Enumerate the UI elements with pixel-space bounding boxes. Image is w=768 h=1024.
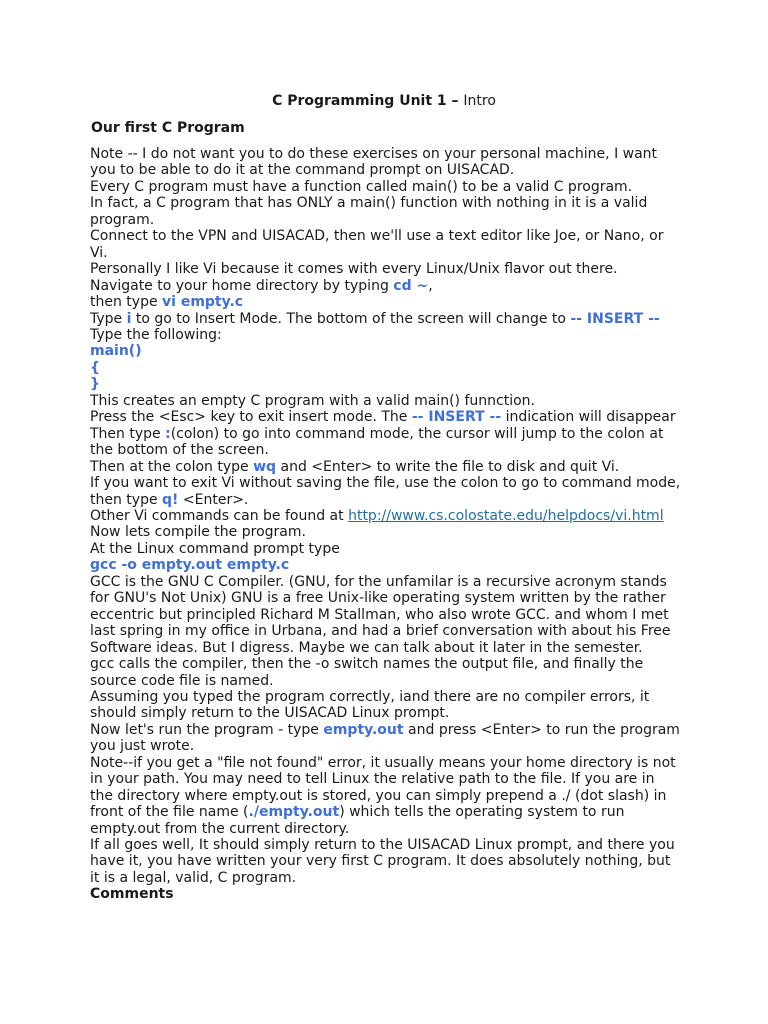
paragraph-line: last spring in my office in Urbana, and had a brief conversation with about his Free (90, 623, 671, 640)
code-line: gcc -o empty.out empty.c (90, 557, 290, 574)
paragraph-line (90, 804, 690, 820)
text-run: and press <Enter> to run the program (403, 721, 680, 738)
paragraph-line: it is a legal, valid, C program. (90, 869, 297, 886)
paragraph-line: empty.out from the current directory. (90, 820, 350, 837)
paragraph-line: Vi. (90, 244, 108, 261)
code-line: { (90, 359, 100, 376)
paragraph-line: Personally I like Vi because it comes with every Linux/Unix flavor out there. (90, 261, 618, 278)
paragraph-line (90, 426, 690, 442)
paragraph-line: have it, you have written your very first C program. It does absolutely nothing, but (90, 853, 671, 870)
paragraph-line: in your path. You may need to tell Linux the relative path to the file. If you are in (90, 771, 655, 788)
paragraph-line: program. (90, 211, 155, 228)
paragraph-line: the directory where empty.out is stored, you can simply prepend a ./ (dot slash) in (90, 787, 667, 804)
paragraph-line: This creates an empty C program with a valid main() funnction. (90, 392, 535, 409)
text-run: <Enter>. (178, 491, 249, 508)
code-line: } (90, 376, 100, 393)
paragraph-line: In fact, a C program that has ONLY a main() function with nothing in it is a valid (90, 195, 648, 212)
command-text: q! (162, 491, 179, 508)
command-text: vi empty.c (162, 294, 244, 311)
text-run: to go to Insert Mode. The bottom of the screen will change to (131, 310, 571, 327)
paragraph-line (90, 294, 690, 310)
command-text: ./empty.out (248, 804, 340, 821)
paragraph-line: source code file is named. (90, 672, 274, 689)
text-run: , (428, 277, 433, 294)
paragraph-line: should simply return to the UISACAD Linux prompt. (90, 705, 450, 722)
paragraph-line (90, 492, 690, 508)
text-run: Then at the colon type (90, 458, 254, 475)
paragraph-line: eccentric but principled Richard M Stallman, who also wrote GCC. and whom I met (90, 606, 669, 623)
paragraph-line: Every C program must have a function called main() to be a valid C program. (90, 178, 633, 195)
text-run: front of the file name ( (90, 804, 249, 821)
paragraph-line: Note -- I do not want you to do these exercises on your personal machine, I want (90, 146, 658, 162)
paragraph-line: Type the following: (90, 326, 222, 343)
command-text: -- INSERT -- (570, 310, 660, 327)
text-run: then type (90, 491, 163, 508)
text-run: and <Enter> to write the file to disk and quit Vi. (276, 458, 620, 475)
command-text: cd ~ (393, 277, 429, 294)
title-main: C Programming Unit 1 – (272, 93, 464, 109)
paragraph-line: the bottom of the screen. (90, 442, 269, 459)
text-run: Navigate to your home directory by typing (90, 277, 394, 294)
text-run: (colon) to go into command mode, the cursor will jump to the colon at (170, 425, 664, 442)
paragraph-line: GCC is the GNU C Compiler. (GNU, for the unfamilar is a recursive acronym stands (90, 573, 667, 590)
paragraph-line: Connect to the VPN and UISACAD, then we'll use a text editor like Joe, or Nano, or (90, 228, 664, 245)
text-run: Now let's run the program - type (90, 721, 324, 738)
paragraph-line (90, 311, 690, 327)
vi-help-link[interactable]: http://www.cs.colostate.edu/helpdocs/vi.html (348, 507, 664, 524)
text-run: indication will disappear (501, 409, 676, 426)
code-line: main() (90, 343, 142, 360)
paragraph-line: you to be able to do it at the command prompt on UISACAD. (90, 162, 515, 179)
paragraph-line: gcc calls the compiler, then the -o switch names the output file, and finally the (90, 656, 644, 673)
paragraph-line: Software ideas. But I digress. Maybe we can talk about it later in the semester. (90, 639, 643, 656)
paragraph-line: Assuming you typed the program correctly, iand there are no compiler errors, it (90, 688, 650, 705)
paragraph-line: for GNU's Not Unix) GNU is a free Unix-like operating system written by the rather (90, 590, 666, 607)
paragraph-line: you just wrote. (90, 738, 195, 755)
title-suffix: Intro (463, 93, 496, 109)
paragraph-line: If all goes well, It should simply return to the UISACAD Linux prompt, and there you (90, 837, 675, 854)
paragraph-line: Now lets compile the program. (90, 524, 306, 541)
paragraph-line (90, 508, 690, 524)
text-run: Other Vi commands can be found at (90, 507, 349, 524)
command-text: -- INSERT -- (411, 409, 502, 426)
paragraph-line (90, 722, 690, 738)
paragraph-line: Note--if you get a "file not found" error, it usually means your home directory is not (90, 754, 676, 771)
command-text: wq (253, 458, 277, 475)
paragraph-line (90, 459, 690, 475)
text-run: then type (90, 294, 163, 311)
text-run: ) which tells the operating system to run (339, 804, 625, 821)
command-text: : (165, 425, 171, 442)
command-text: i (126, 310, 132, 327)
paragraph-line (90, 409, 690, 425)
comments-heading: Comments (90, 886, 174, 903)
text-run: Press the <Esc> key to exit insert mode. The (90, 409, 412, 426)
document-body (90, 146, 690, 903)
paragraph-line: If you want to exit Vi without saving the file, use the colon to go to command mode, (90, 475, 681, 492)
paragraph-line: At the Linux command prompt type (90, 540, 340, 557)
page-title (0, 92, 768, 110)
section-heading: Our first C Program (91, 120, 245, 136)
command-text: empty.out (323, 721, 404, 738)
paragraph-line (90, 278, 690, 294)
text-run: Type (90, 310, 127, 327)
text-run: Then type (90, 425, 166, 442)
